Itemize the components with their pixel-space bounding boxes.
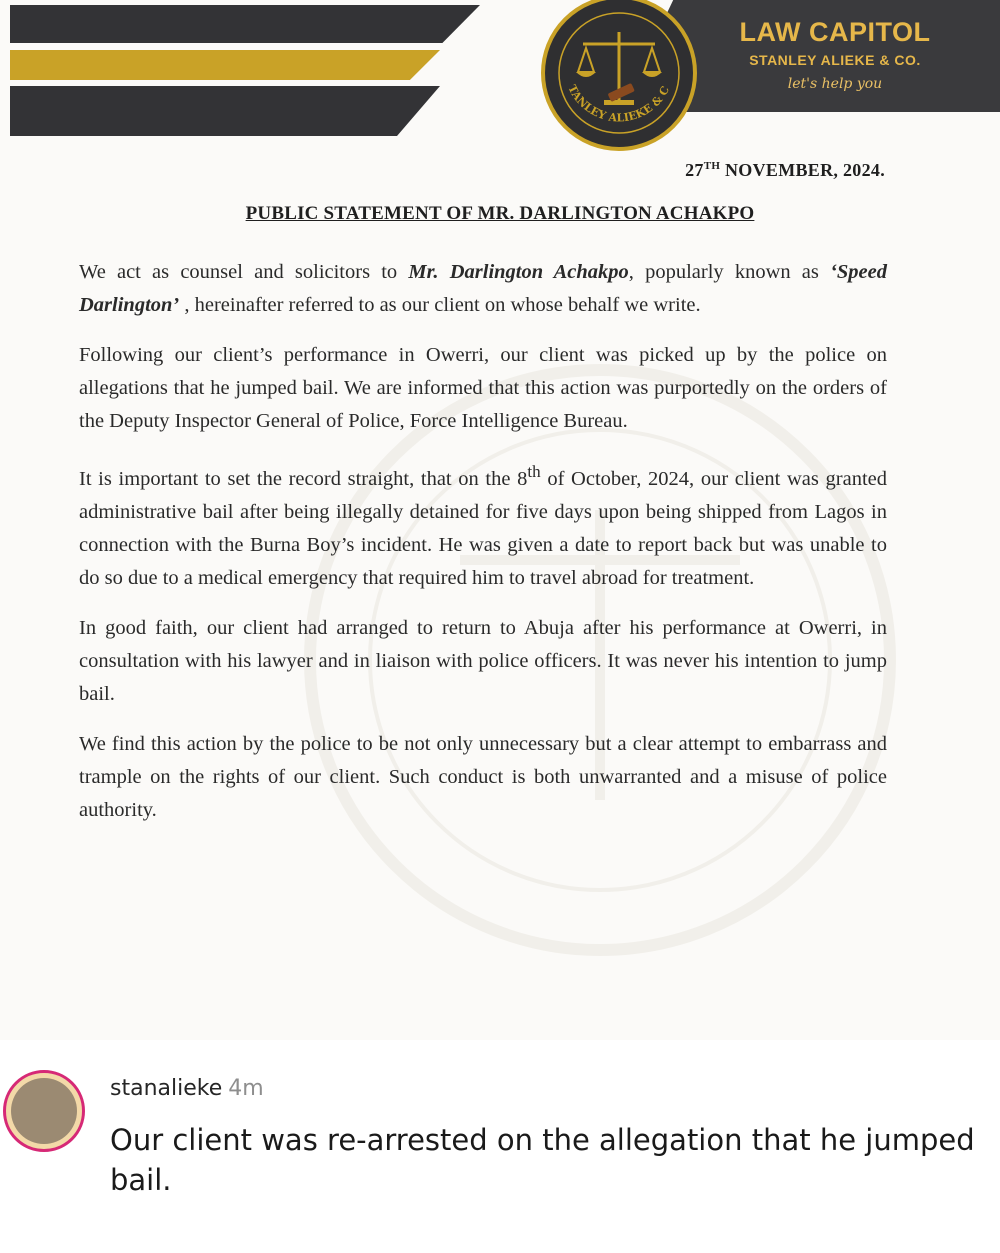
paragraph-2: Following our client’s performance in Owerri, our client was picked up by the police on allegations that he jumped bail. We are informed that this action was purportedly on the orders of the Deputy Inspector General of Police, Force Intelligence Bureau. xyxy=(79,344,887,432)
letter-body xyxy=(79,256,887,844)
avatar-photo xyxy=(11,1078,77,1144)
svg-text:STANLEY ALIEKE & CO: TANLEY ALIEKE & C xyxy=(565,82,673,125)
paragraph-1: We act as counsel and solicitors to Mr. Darlington Achakpo, popularly known as ‘Speed Darlington’ , hereinafter referred to as our client on whose behalf we write. xyxy=(79,261,887,316)
letterhead-stripe-dark xyxy=(10,5,480,43)
paragraph-5: We find this action by the police to be not only unnecessary but a clear attempt to embarrass and trample on the rights of our client. Such conduct is both unwarranted and a misuse of police authority. xyxy=(79,732,887,821)
avatar[interactable] xyxy=(3,1070,85,1152)
letterhead-stripe-dark-lower xyxy=(10,86,440,136)
comment-time: 4m xyxy=(228,1076,264,1101)
letter-date: 27TH NOVEMBER, 2024. xyxy=(685,160,885,180)
instagram-comment xyxy=(0,1040,1000,1253)
brand-subtitle: STANLEY ALIEKE & CO. xyxy=(749,52,921,68)
paragraph-4: In good faith, our client had arranged to return to Abuja after his performance at Owerri, in consultation with his lawyer and in liaison with police officers. It was never his intention to jump bail. xyxy=(79,616,887,705)
firm-seal-logo xyxy=(538,0,700,154)
firm-brand xyxy=(720,16,950,92)
paragraph-3: It is important to set the record straight, that on the 8th of October, 2024, our client was granted administrative bail after being illegally detained for five days upon being shipped from Lagos in connection with the Burna Boy’s incident. He was given a date to report back but was unable to do so due to a medical emergency that required him to travel abroad for treatment. xyxy=(79,462,887,589)
comment-username[interactable]: stanalieke 4m xyxy=(110,1076,264,1101)
brand-title: LAW CAPITOL xyxy=(739,17,931,47)
letter-title: PUBLIC STATEMENT OF MR. DARLINGTON ACHAKPO xyxy=(245,203,755,224)
comment-text: Our client was re-arrested on the allegation that he jumped bail. xyxy=(110,1123,975,1197)
letterhead-stripe-gold xyxy=(10,50,440,80)
brand-tagline: let's help you xyxy=(787,76,883,92)
